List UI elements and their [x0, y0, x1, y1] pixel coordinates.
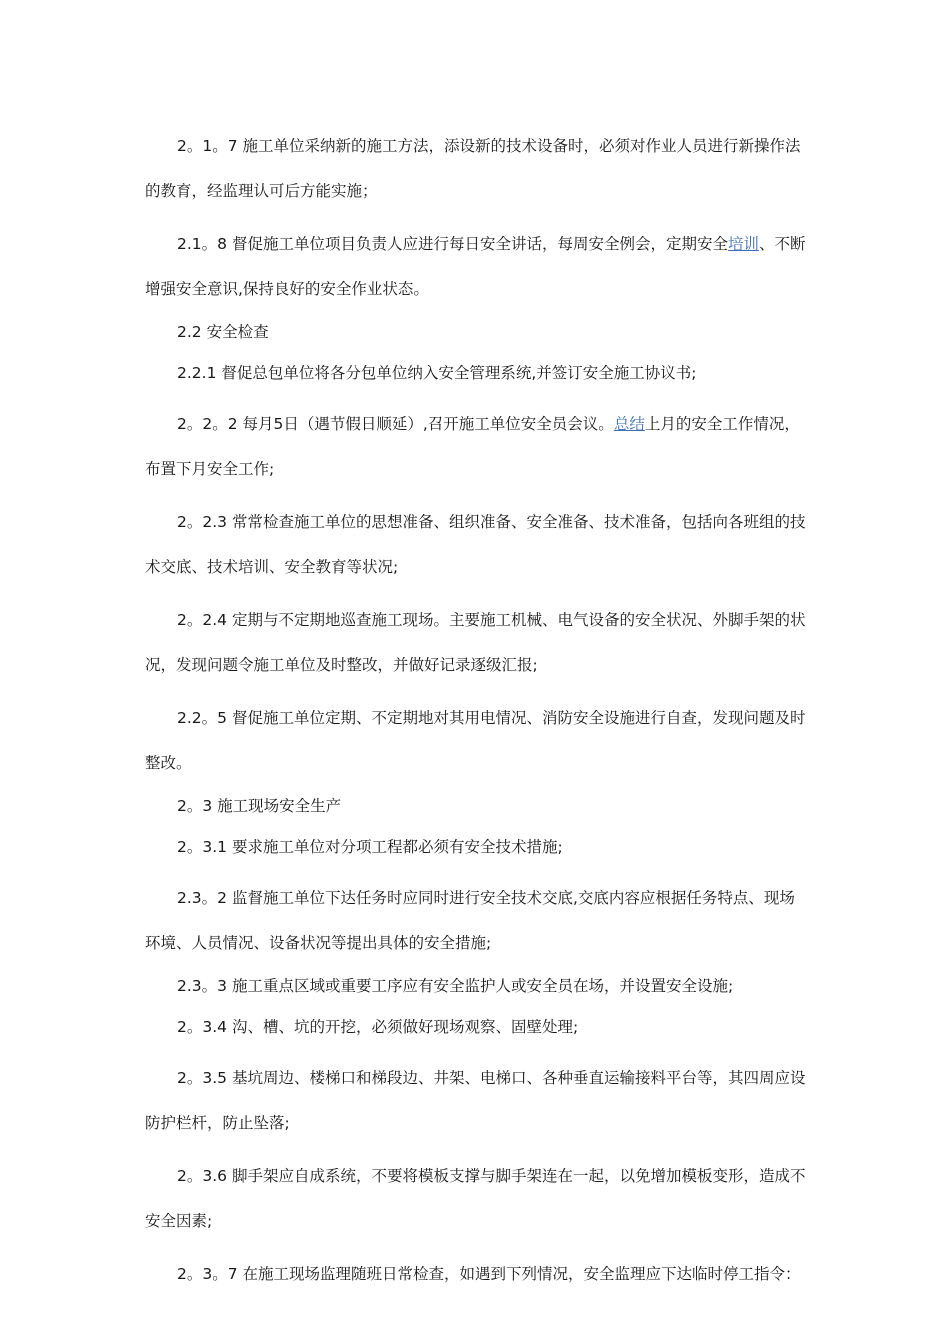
paragraph-2-2-2: [145, 402, 810, 492]
paragraph-2-3-1: [145, 835, 810, 859]
paragraph-2-3-5: [145, 1056, 810, 1146]
paragraph-2-2-5: [145, 696, 810, 786]
paragraph-2-3-4: [145, 1015, 810, 1039]
paragraph-text: 2。3。7 在施工现场监理随班日常检查，如遇到下列情况，安全监理应下达临时停工指令：: [177, 1265, 801, 1283]
paragraph-2-3-6: [145, 1154, 810, 1244]
paragraph-text: 2.2.1 督促总包单位将各分包单位纳入安全管理系统,并签订安全施工协议书;: [177, 364, 697, 382]
section-heading-2-2: [145, 320, 810, 344]
paragraph-2-2-1: [145, 361, 810, 385]
training-link[interactable]: 培训: [727, 235, 759, 253]
summary-link[interactable]: 总结: [613, 415, 645, 433]
document-body: [145, 124, 810, 1305]
paragraph-2-3-3: [145, 974, 810, 998]
paragraph-text: 2.2。5 督促施工单位定期、不定期地对其用电情况、消防安全设施进行自查，发现问题及时整改。: [145, 709, 806, 772]
heading-text: 2.2 安全检查: [177, 323, 269, 341]
paragraph-2-1-8: [145, 222, 810, 312]
paragraph-text: 2.3。2 监督施工单位下达任务时应同时进行安全技术交底,交底内容应根据任务特点、现场环境、人员情况、设备状况等提出具体的安全措施;: [145, 889, 795, 952]
paragraph-text: 2。2。2 每月5日（遇节假日顺延）,召开施工单位安全员会议。: [177, 415, 614, 433]
paragraph-text-continued: 上月的安全工作情况，布置下月安全工作;: [145, 415, 800, 478]
paragraph-2-3-2: [145, 876, 810, 966]
paragraph-2-2-3: [145, 500, 810, 590]
paragraph-text: 2。2.3 常常检查施工单位的思想准备、组织准备、安全准备、技术准备，包括向各班组的技术交底、技术培训、安全教育等状况;: [145, 513, 806, 576]
paragraph-2-1-7: [145, 124, 810, 214]
paragraph-text: 2。3.1 要求施工单位对分项工程都必须有安全技术措施;: [177, 838, 563, 856]
paragraph-text: 2。2.4 定期与不定期地巡查施工现场。主要施工机械、电气设备的安全状况、外脚手架的状况，发现问题令施工单位及时整改，并做好记录逐级汇报;: [145, 611, 806, 674]
section-heading-2-3: [145, 794, 810, 818]
paragraph-text: 2.3。3 施工重点区域或重要工序应有安全监护人或安全员在场，并设置安全设施;: [177, 977, 734, 995]
paragraph-text: 2.1。8 督促施工单位项目负责人应进行每日安全讲话，每周安全例会，定期安全: [177, 235, 728, 253]
paragraph-text: 2。3.4 沟、槽、坑的开挖，必须做好现场观察、固壁处理;: [177, 1018, 579, 1036]
paragraph-2-3-7: [145, 1252, 810, 1297]
paragraph-text: 2。3.6 脚手架应自成系统，不要将模板支撑与脚手架连在一起，以免增加模板变形，造成不安全因素;: [145, 1167, 806, 1230]
heading-text: 2。3 施工现场安全生产: [177, 797, 342, 815]
paragraph-text: 2。3.5 基坑周边、楼梯口和梯段边、井架、电梯口、各种垂直运输接料平台等，其四周应设防护栏杆，防止坠落;: [145, 1069, 806, 1132]
paragraph-2-2-4: [145, 598, 810, 688]
paragraph-text-continued: 、不断增强安全意识,保持良好的安全作业状态。: [145, 235, 806, 298]
paragraph-text: 2。1。7 施工单位采纳新的施工方法，添设新的技术设备时，必须对作业人员进行新操作法的教育，经监理认可后方能实施；: [145, 137, 801, 200]
